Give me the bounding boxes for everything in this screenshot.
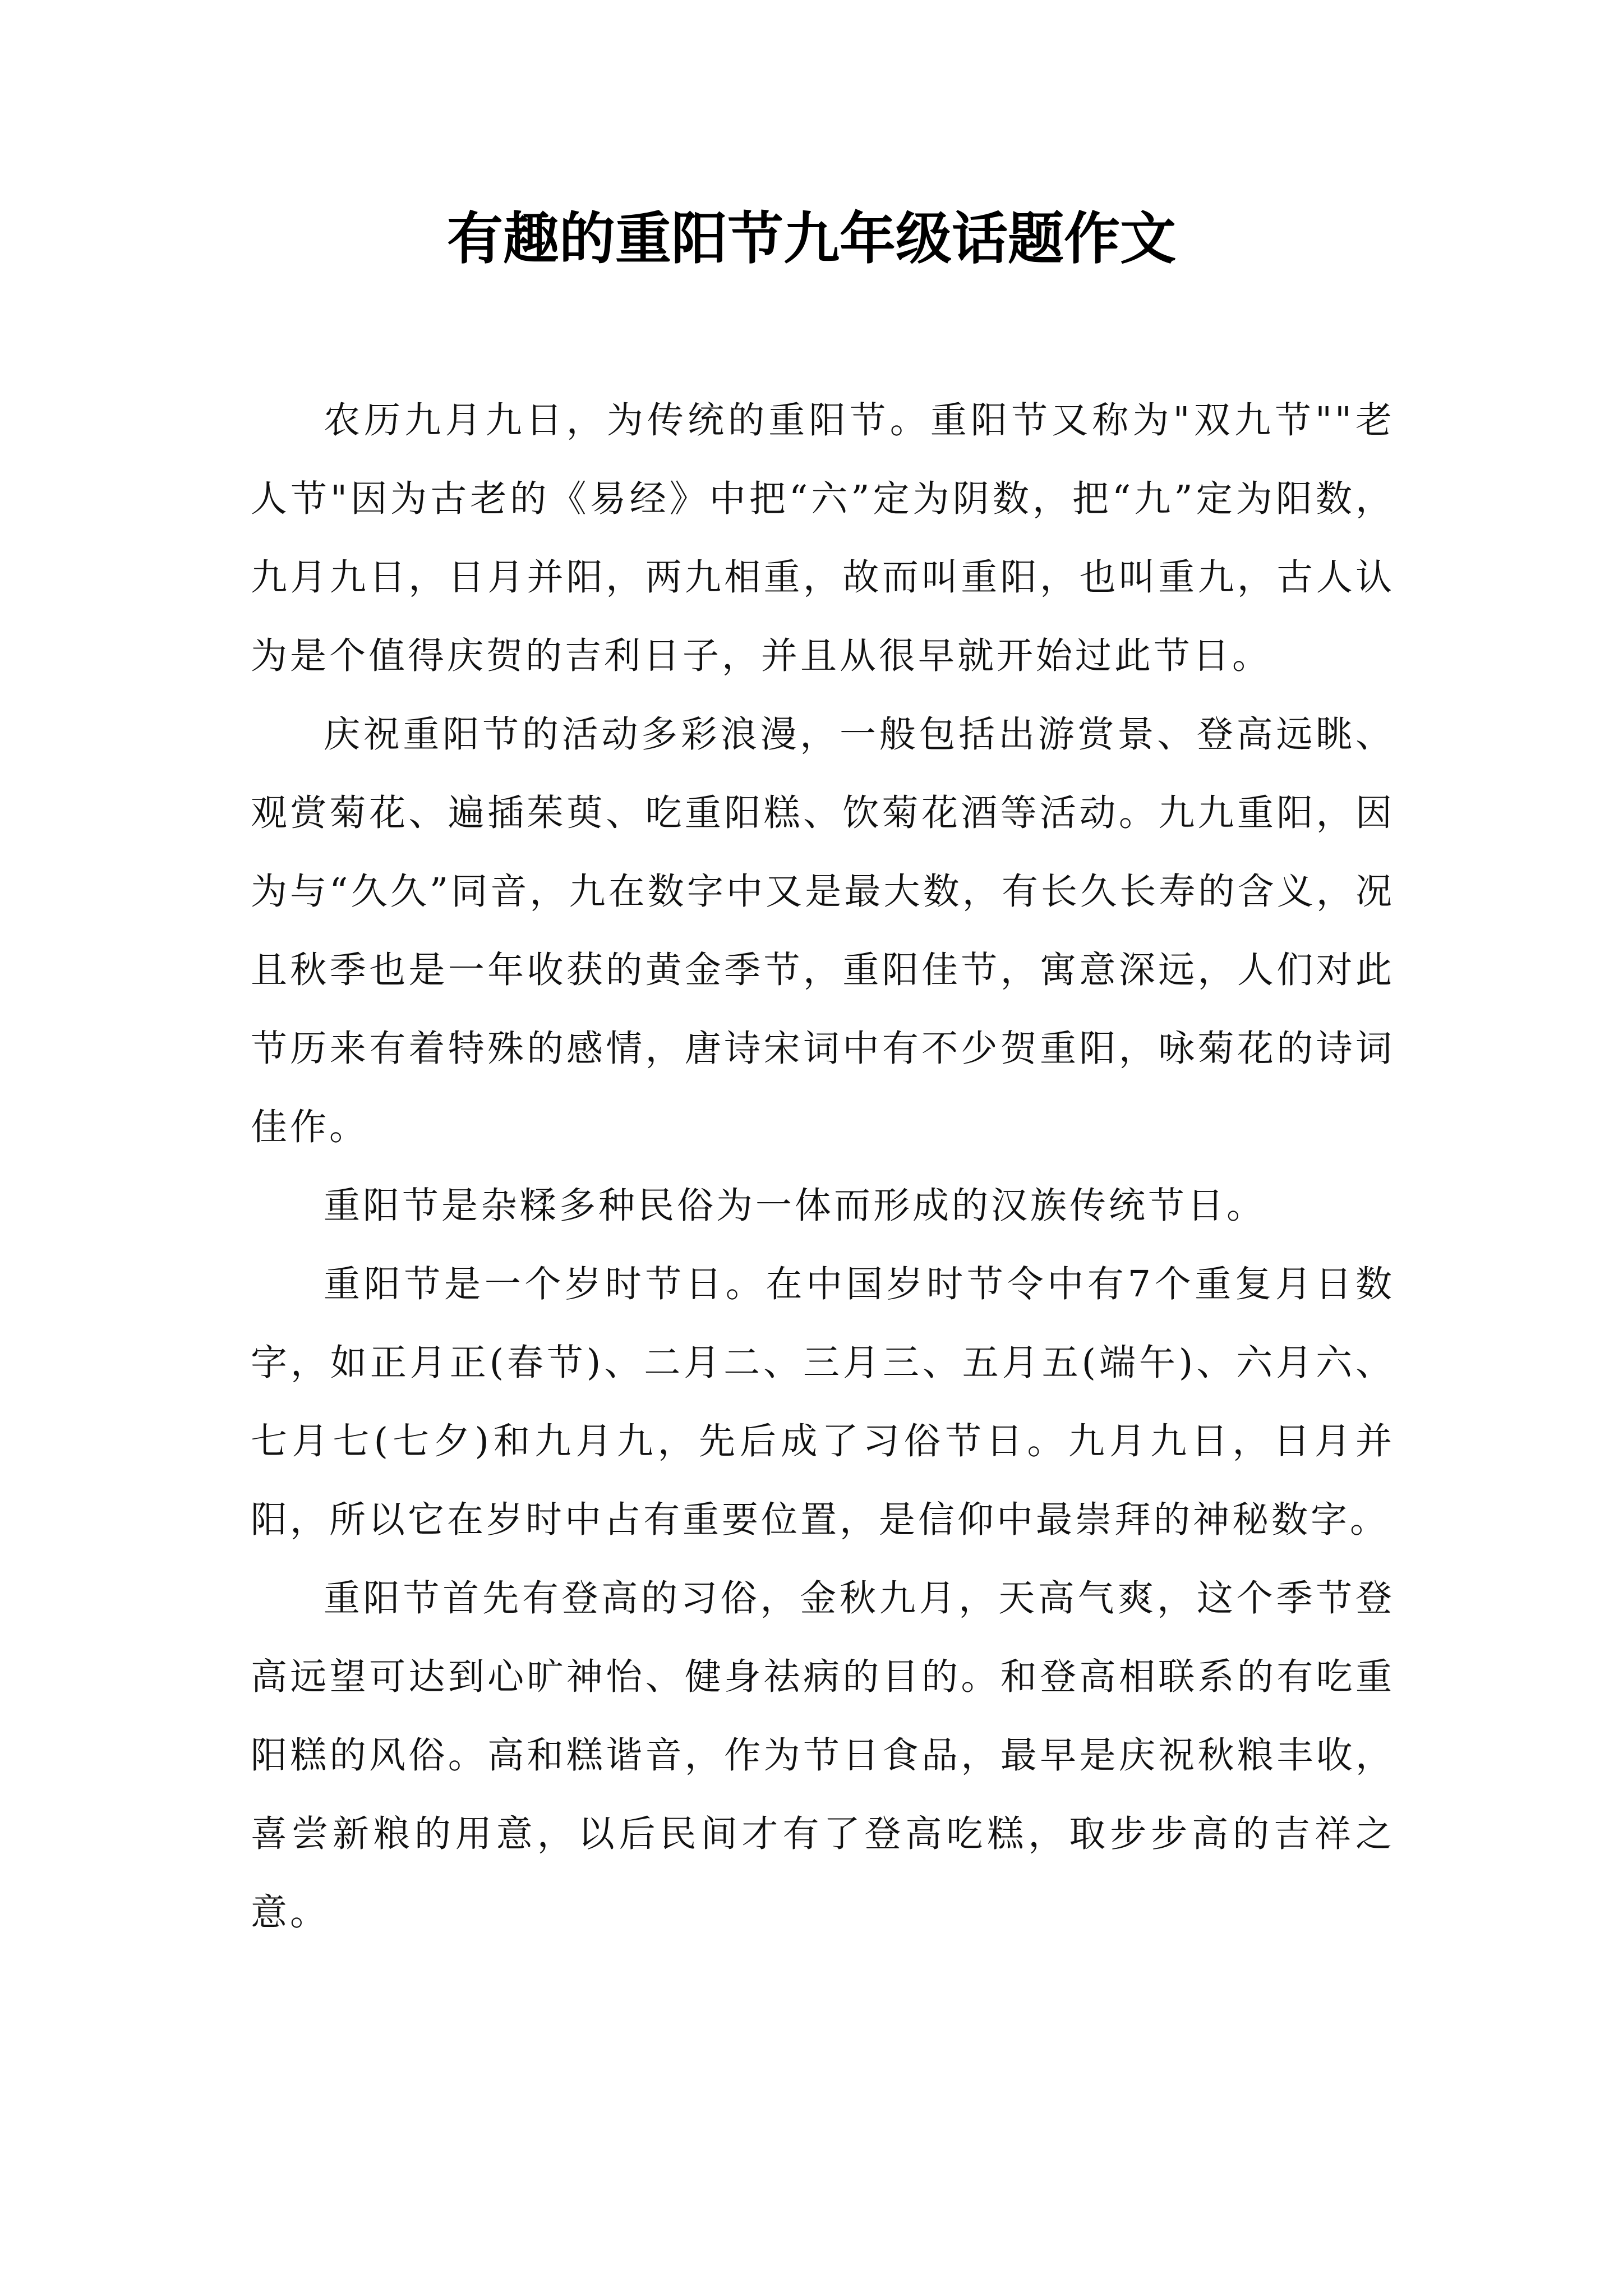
paragraph-4: 重阳节是一个岁时节日。在中国岁时节令中有7个重复月日数字，如正月正(春节)、二月二、三月三、五月五(端午)、六月六、七月七(七夕)和九月九，先后成了习俗节日。九月九日，日月并阳，所以它在岁时中占有重要位置，是信仰中最崇拜的神秘数字。 xyxy=(251,1263,1395,1541)
document-body xyxy=(251,381,1395,1952)
paragraph-3: 重阳节是杂糅多种民俗为一体而形成的汉族传统节日。 xyxy=(324,1185,1266,1227)
document-title: 有趣的重阳节九年级话题作文 xyxy=(447,205,1176,272)
paragraph-2: 庆祝重阳节的活动多彩浪漫，一般包括出游赏景、登高远眺、观赏菊花、遍插茱萸、吃重阳糕、饮菊花酒等活动。九九重阳，因为与“久久”同音，九在数字中又是最大数，有长久长寿的含义，况且秋季也是一年收获的黄金季节，重阳佳节，寓意深远，人们对此节历来有着特殊的感情，唐诗宋词中有不少贺重阳，咏菊花的诗词佳作。 xyxy=(251,714,1395,1148)
paragraph-1: 农历九月九日，为传统的重阳节。重阳节又称为"双九节""老人节"因为古老的《易经》中把“六”定为阴数，把“九”定为阳数，九月九日，日月并阳，两九相重，故而叫重阳，也叫重九，古人认为是个值得庆贺的吉利日子，并且从很早就开始过此节日。 xyxy=(251,399,1395,677)
paragraph-5: 重阳节首先有登高的习俗，金秋九月，天高气爽，这个季节登高远望可达到心旷神怡、健身祛病的目的。和登高相联系的有吃重阳糕的风俗。高和糕谐音，作为节日食品，最早是庆祝秋粮丰收，喜尝新粮的用意，以后民间才有了登高吃糕，取步步高的吉祥之意。 xyxy=(251,1577,1395,1934)
